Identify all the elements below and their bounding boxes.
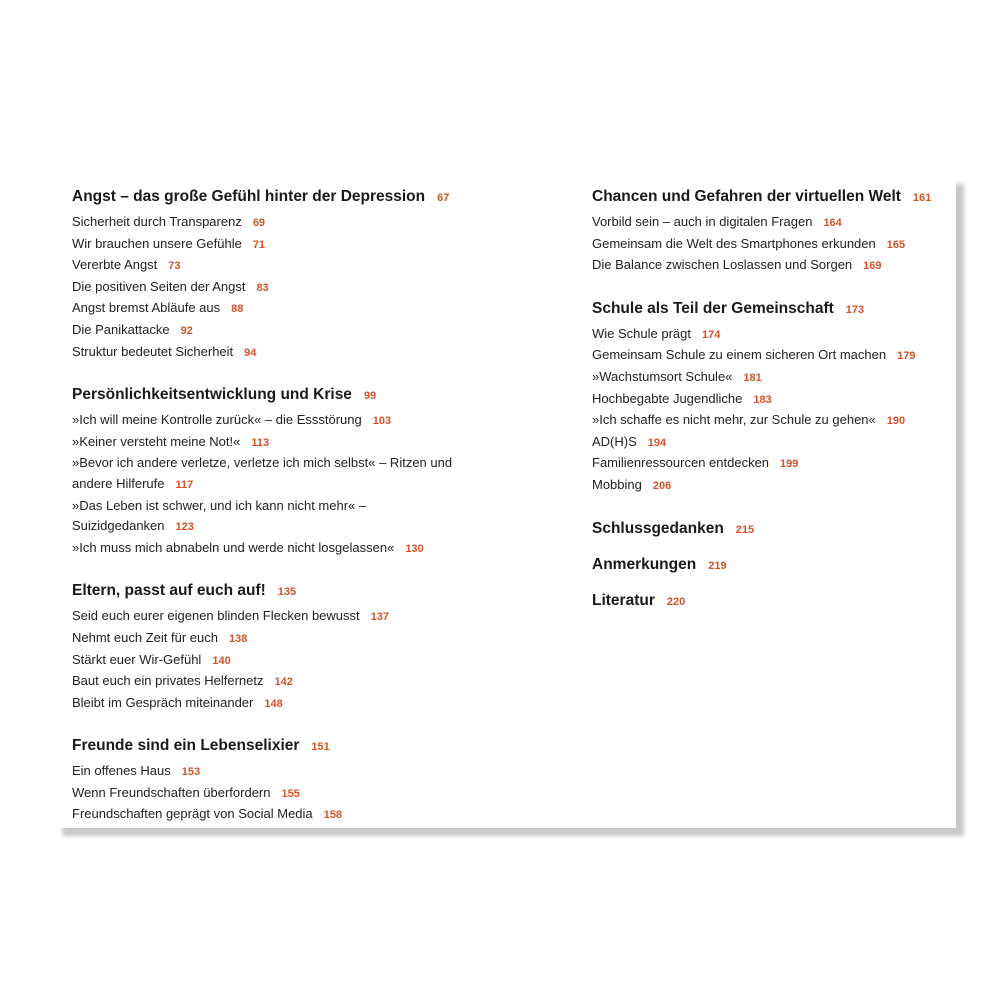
page-number: 137: [370, 611, 389, 624]
page-number: 135: [277, 586, 297, 599]
page-number: 123: [175, 521, 194, 534]
page-number: 220: [666, 595, 686, 608]
page-number: 194: [647, 436, 667, 449]
page-number: 165: [886, 238, 906, 251]
page-number: 190: [886, 415, 906, 428]
page-number: 83: [256, 281, 269, 294]
toc-right-column: [592, 186, 942, 612]
toc-entry: Hochbegabte Jugendliche 183: [592, 390, 772, 406]
toc-section: [592, 186, 942, 277]
toc-entry: Vererbte Angst 73: [72, 257, 181, 273]
toc-entry: »Ich schaffe es nicht mehr, zur Schule zu gehen« 190: [592, 412, 906, 428]
toc-entry: Wie Schule prägt 174: [592, 325, 721, 341]
page-number: 179: [897, 350, 916, 363]
page-number: 158: [323, 809, 343, 822]
toc-entry: Wenn Freundschaften überfordern 155: [72, 784, 300, 800]
toc-section: [72, 580, 472, 714]
page-number: 155: [281, 787, 300, 800]
toc-entry: »Ich muss mich abnabeln und werde nicht losgelassen« 130: [72, 539, 424, 555]
toc-entry: Sicherheit durch Transparenz 69: [72, 214, 266, 229]
toc-entry: Seid euch eurer eigenen blinden Flecken bewusst 137: [72, 608, 389, 624]
toc-entry: Familienressourcen entdecken 199: [592, 455, 799, 471]
page-number: 92: [180, 324, 193, 337]
page-number: 161: [912, 192, 932, 204]
toc-entry: »Ich will meine Kontrolle zurück« – die Essstörung 103: [72, 412, 392, 428]
page-number: 117: [175, 478, 194, 491]
page-number: 103: [372, 415, 392, 428]
toc-page: [54, 176, 956, 828]
toc-entry: Mobbing 206: [592, 476, 672, 492]
toc-entry: Gemeinsam Schule zu einem sicheren Ort machen 179: [592, 347, 916, 363]
toc-entry: Freundschaften geprägt von Social Media 158: [72, 806, 343, 822]
toc-section: [592, 590, 942, 612]
section-heading: Freunde sind ein Lebenselixier 151: [72, 737, 330, 755]
page-number: 99: [363, 390, 377, 403]
toc-entry: Ein offenes Haus 153: [72, 763, 201, 779]
toc-entry: Wir brauchen unsere Gefühle 71: [72, 235, 266, 251]
section-heading: Schlussgedanken 215: [592, 519, 755, 537]
toc-entry: Bleibt im Gespräch miteinander 148: [72, 694, 283, 710]
page-number: 173: [845, 303, 865, 316]
page-number: 130: [405, 542, 424, 555]
page-number: 113: [251, 436, 270, 449]
section-heading: Persönlichkeitsentwicklung und Krise 99: [72, 386, 377, 404]
page-number: 138: [228, 632, 248, 645]
toc-entry-continued: andere Hilferufe 117: [72, 475, 194, 491]
section-heading: Anmerkungen 219: [592, 555, 727, 573]
toc-entry: »Bevor ich andere verletze, verletze ich mich selbst« – Ritzen und: [72, 455, 453, 471]
toc-entry: Die Panikattacke 92: [72, 321, 193, 337]
toc-entry: »Keiner versteht meine Not!« 113: [72, 433, 270, 449]
toc-entry: AD(H)S 194: [592, 433, 667, 449]
page-number: 219: [708, 559, 727, 572]
page-number: 164: [823, 217, 842, 229]
page-number: 206: [652, 479, 672, 492]
section-heading: Literatur 220: [592, 591, 686, 609]
page-number: 169: [863, 260, 882, 273]
toc-entry: Angst bremst Abläufe aus 88: [72, 300, 244, 316]
toc-section: [72, 384, 472, 559]
page-number: 215: [735, 523, 755, 536]
section-heading: Eltern, passt auf euch auf! 135: [72, 582, 297, 600]
toc-section: [72, 735, 472, 826]
toc-entry: Vorbild sein – auch in digitalen Fragen 164: [592, 214, 842, 229]
page-number: 69: [252, 217, 266, 229]
toc-entry: Nehmt euch Zeit für euch 138: [72, 629, 248, 645]
page-number: 67: [437, 192, 450, 204]
page-number: 88: [231, 303, 244, 316]
page-number: 142: [274, 676, 293, 689]
page-number: 94: [244, 346, 257, 359]
toc-entry: Die positiven Seiten der Angst 83: [72, 278, 269, 294]
page-number: 153: [181, 766, 201, 779]
section-heading: Chancen und Gefahren der virtuellen Welt 161: [592, 188, 932, 205]
toc-section: [592, 554, 942, 576]
section-heading: Angst – das große Gefühl hinter der Depression 67: [72, 188, 450, 205]
toc-section: [72, 186, 472, 363]
toc-entry: Baut euch ein privates Helfernetz 142: [72, 673, 293, 689]
toc-entry: Struktur bedeutet Sicherheit 94: [72, 343, 257, 359]
toc-entry-continued: Suizidgedanken 123: [72, 518, 194, 534]
page-number: 181: [743, 371, 762, 384]
toc-entry: Stärkt euer Wir-Gefühl 140: [72, 651, 231, 667]
toc-entry: »Wachstumsort Schule« 181: [592, 368, 762, 384]
toc-left-column: [72, 186, 472, 826]
page-number: 183: [753, 393, 772, 406]
page-number: 151: [311, 741, 330, 754]
page-number: 199: [780, 458, 799, 471]
section-heading: Schule als Teil der Gemeinschaft 173: [592, 299, 865, 317]
page-number: 71: [252, 238, 266, 251]
toc-entry: Die Balance zwischen Loslassen und Sorgen 169: [592, 257, 882, 273]
page-number: 140: [212, 654, 231, 667]
toc-section: [592, 298, 942, 497]
toc-entry: Gemeinsam die Welt des Smartphones erkunden 165: [592, 235, 906, 251]
page-number: 73: [168, 260, 181, 273]
toc-section: [592, 518, 942, 540]
page-number: 174: [702, 328, 721, 341]
page-number: 148: [264, 697, 283, 710]
toc-entry: »Das Leben ist schwer, und ich kann nicht mehr« –: [72, 497, 367, 513]
